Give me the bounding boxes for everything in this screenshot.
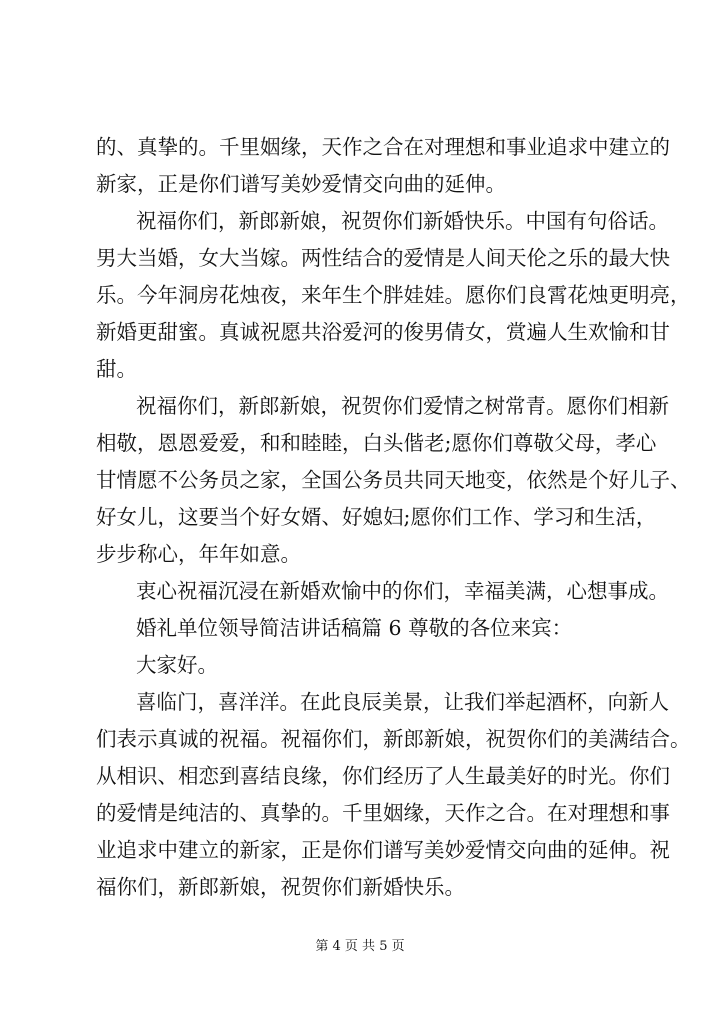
- text-line: 相敬，恩恩爱爱，和和睦睦，白头偕老;愿你们尊敬父母，孝心: [96, 431, 657, 455]
- text-line: 福你们，新郎新娘，祝贺你们新婚快乐。: [96, 875, 465, 899]
- greeting-line: 大家好。: [136, 653, 218, 677]
- page-footer: 第 4 页 共 5 页: [315, 939, 405, 954]
- document-body: [96, 129, 691, 906]
- text-line: 们表示真诚的祝福。祝福你们，新郎新娘，祝贺你们的美满结合。: [96, 727, 691, 751]
- text-line: 好女儿，这要当个好女婿、好媳妇;愿你们工作、学习和生活，: [96, 505, 657, 529]
- text-line: 业追求中建立的新家，正是你们谱写美妙爱情交向曲的延伸。祝: [96, 838, 670, 862]
- text-line: 步步称心，年年如意。: [96, 542, 301, 566]
- paragraph-first-line: 祝福你们，新郎新娘，祝贺你们新婚快乐。中国有句俗话。: [136, 209, 669, 233]
- text-line: 从相识、相恋到喜结良缘，你们经历了人生最美好的时光。你们: [96, 764, 670, 788]
- text-line: 新家，正是你们谱写美妙爱情交向曲的延伸。: [96, 172, 506, 196]
- text-line: 乐。今年洞房花烛夜，来年生个胖娃娃。愿你们良霄花烛更明亮，: [96, 283, 691, 307]
- paragraph-first-line: 喜临门，喜洋洋。在此良辰美景，让我们举起酒杯，向新人: [136, 690, 669, 714]
- text-line: 甜。: [96, 357, 137, 381]
- text-line: 男大当婚，女大当嫁。两性结合的爱情是人间天伦之乐的最大快: [96, 246, 670, 270]
- text-line: 甘情愿不公务员之家，全国公务员共同天地变，依然是个好儿子、: [96, 468, 691, 492]
- paragraph-first-line: 衷心祝福沉浸在新婚欢愉中的你们，幸福美满，心想事成。: [136, 579, 669, 603]
- paragraph-first-line: 祝福你们，新郎新娘，祝贺你们爱情之树常青。愿你们相新: [136, 394, 669, 418]
- section-heading-line: 婚礼单位领导简洁讲话稿篇 6 尊敬的各位来宾：: [136, 616, 573, 640]
- text-line: 的、真挚的。千里姻缘，天作之合在对理想和事业追求中建立的: [96, 135, 670, 159]
- text-line: 新婚更甜蜜。真诚祝愿共浴爱河的俊男倩女，赏遍人生欢愉和甘: [96, 320, 670, 344]
- text-line: 的爱情是纯洁的、真挚的。千里姻缘，天作之合。在对理想和事: [96, 801, 670, 825]
